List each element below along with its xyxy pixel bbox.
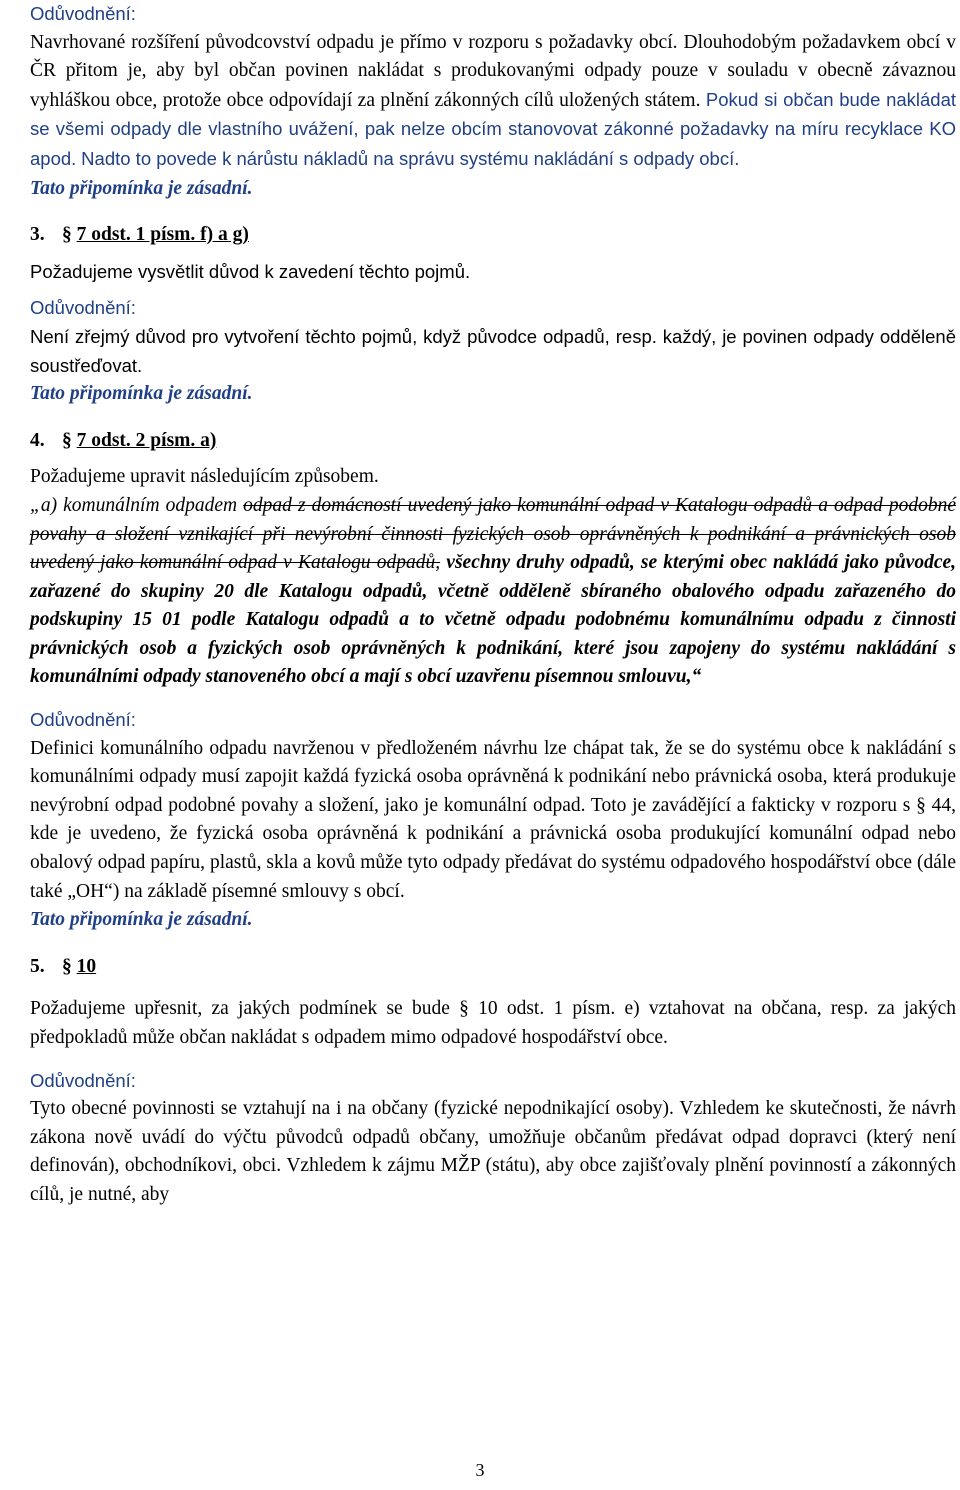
item-reference: 7 odst. 1 písm. f) a g) [76, 224, 249, 246]
item-reference: 7 odst. 2 písm. a) [76, 429, 217, 451]
section-symbol-icon: § [62, 224, 77, 246]
justification-label: Odůvodnění: [30, 709, 136, 731]
justification-text: Definici komunálního odpadu navrženou v předloženém návrhu lze chápat tak, že se do systému obce k nakládání s komunálními odpady musí zapojit každá fyzická osoba oprávněná k podnikání nebo právnická osoba, která produkuje nevýrobní odpad podobné povahy a složení, jako je komunální odpad. Toto je zavádějící a fakticky v rozporu s § 44, kde je uvedeno, že fyzická osoba oprávněná k podnikání a právnická osoba produkující komunální odpad nebo obalový odpad papíru, plastů, skla a kovů může tyto odpady předávat do systému odpadového hospodářství obce (dále také „OH“) na základě písemné smlouvy s obcí. [30, 737, 956, 902]
item-reference: 10 [76, 955, 97, 977]
section-symbol-icon: § [62, 429, 77, 451]
item-heading [30, 427, 956, 456]
item-request: Požadujeme vysvětlit důvod k zavedení těchto pojmů. [30, 260, 471, 282]
item-heading [30, 953, 956, 982]
justification-label: Odůvodnění: [30, 3, 136, 24]
section-symbol-icon: § [62, 955, 77, 977]
justification-label: Odůvodnění: [30, 1069, 136, 1091]
essential-comment-note: Tato připomínka je zásadní. [30, 909, 253, 931]
document-page [30, 0, 956, 1210]
essential-comment-note: Tato připomínka je zásadní. [30, 177, 253, 199]
item-request: Požadujeme upřesnit, za jakých podmínek se bude § 10 odst. 1 písm. e) vztahovat na občana, resp. za jakých předpokladů může občan nakládat s odpadem mimo odpadové hospodářství obce. [30, 998, 956, 1048]
essential-comment-note: Tato připomínka je zásadní. [30, 383, 253, 405]
inserted-text: všechny druhy odpadů, se kterými obec nakládá jako původce, zařazené do skupiny 20 dle Katalogu odpadů, včetně odděleně sbíraného obalového odpadu zařazeného do podskupiny 15 01 podle Katalogu odpadů a to včetně odpadu podobnému komunálnímu odpadu z činnosti právnických osob a fyzických osob oprávněných k podnikání, které jsou zapojeny do systému nakládání s komunálními odpady stanoveného obcí a mají s obcí uzavřenu písemnou smlouvu,“ [30, 552, 957, 688]
justification-label: Odůvodnění: [30, 297, 136, 319]
justification-text: Tyto obecné povinnosti se vztahují na i na občany (fyzické nepodnikající osoby). Vzhledem ke skutečnosti, že návrh zákona nově uvádí do výčtu původců odpadů občany, umožňuje občanům předávat odpad dopravci (který není definován), obchodníkovi, obci. Vzhledem k zájmu MŽP (státu), aby obce zajišťovaly plnění povinností a zákonných cílů, je nutné, aby [30, 1098, 956, 1205]
deleted-text: odpad z domácností uvedený jako komunální odpad v Katalogu odpadů a odpad podobné povahy a složení vznikající při nevýrobní činnosti fyzických osob oprávněných k podnikání a právnických osob uvedený jako komunální odpad v Katalogu odpadů, [30, 494, 956, 574]
justification-text: Není zřejmý důvod pro vytvoření těchto pojmů, když původce odpadů, resp. každý, je povinen odpady odděleně soustřeďovat. [30, 325, 956, 376]
justification-text: Navrhované rozšíření původcovství odpadu je přímo v rozporu s požadavky obcí. Dlouhodobým požadavkem obcí v ČR přitom je, aby byl občan povinen nakládat s produkovanými odpady pouze v souladu v obecně závaznou vyhláškou obce, protože obce odpovídají za plnění zákonných cílů uložených státem. Pokud si občan bude nakládat se všemi odpady dle vlastního uvážení, pak nelze obcím stanovovat zákonné požadavky na míru recyklace KO apod. Nadto to povede k nárůstu nákladů na správu systému nakládání s odpady obcí. [30, 31, 957, 169]
item-heading [30, 221, 956, 250]
page-number: 3 [475, 1460, 485, 1480]
proposed-definition: „a) komunálním odpadem odpad z domácností uvedený jako komunální odpad v Katalogu odpadů a odpad podobné povahy a složení vznikající při nevýrobní činnosti fyzických osob oprávněných k podnikání a právnických osob uvedený jako komunální odpad v Katalogu odpadů, všechny druhy odpadů, se kterými obec nakládá jako původce, zařazené do skupiny 20 dle Katalogu odpadů, včetně odděleně sbíraného obalového odpadu zařazeného do podskupiny 15 01 podle Katalogu odpadů a to včetně odpadu podobnému komunálnímu odpadu z činnosti právnických osob a fyzických osob oprávněných k podnikání, které jsou zapojeny do systému nakládání s komunálními odpady stanoveného obcí a mají s obcí uzavřenu písemnou smlouvu,“ [30, 494, 957, 688]
item-number: 3. [30, 224, 45, 246]
item-number: 4. [30, 429, 45, 451]
item-request: Požadujeme upravit následujícím způsobem. [30, 466, 379, 488]
item-number: 5. [30, 955, 45, 977]
